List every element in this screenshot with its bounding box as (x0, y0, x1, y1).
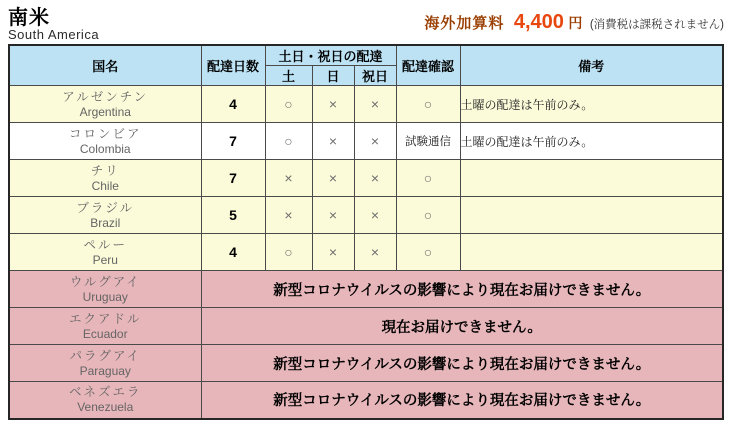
table-row-argentina (9, 86, 723, 123)
header-saturday: 土 (265, 66, 312, 86)
header-confirmation: 配達確認 (396, 45, 460, 86)
table-row-brazil (9, 197, 723, 234)
country-cell (9, 271, 201, 308)
fee-label: 海外加算料 (424, 15, 505, 32)
country-name-ja: ウルグアイ (69, 274, 141, 289)
table-row-chile (9, 160, 723, 197)
sunday-cell: × (312, 86, 354, 123)
header-country: 国名 (9, 45, 201, 86)
saturday-cell: ○ (265, 123, 312, 160)
table-row-paraguay (9, 345, 723, 382)
remarks-cell (460, 234, 723, 271)
remarks-cell: 土曜の配達は午前のみ。 (460, 123, 723, 160)
delivery-days-cell: 7 (201, 160, 265, 197)
header-weekend-group: 土日・祝日の配達 (265, 45, 396, 66)
country-cell (9, 382, 201, 419)
country-cell (9, 160, 201, 197)
holiday-cell: × (354, 160, 396, 197)
country-name-ja: ペルー (83, 237, 127, 252)
country-cell (9, 345, 201, 382)
saturday-cell: × (265, 160, 312, 197)
holiday-cell: × (354, 86, 396, 123)
country-cell (9, 123, 201, 160)
delivery-days-cell: 7 (201, 123, 265, 160)
holiday-cell: × (354, 197, 396, 234)
page-header (0, 0, 730, 44)
sunday-cell: × (312, 123, 354, 160)
remarks-cell (460, 197, 723, 234)
confirmation-cell: 試験通信 (396, 123, 460, 160)
country-name-ja: パラグアイ (69, 348, 141, 363)
page-subtitle: South America (8, 27, 100, 42)
country-name-en: Argentina (79, 104, 131, 119)
saturday-cell: ○ (265, 86, 312, 123)
header-remarks: 備考 (460, 45, 723, 86)
unavailable-message: 新型コロナウイルスの影響により現在お届けできません。 (201, 345, 723, 382)
saturday-cell: ○ (265, 234, 312, 271)
holiday-cell: × (354, 234, 396, 271)
unavailable-message: 新型コロナウイルスの影響により現在お届けできません。 (201, 271, 723, 308)
confirmation-cell: ○ (396, 86, 460, 123)
table-row-venezuela (9, 382, 723, 419)
sunday-cell: × (312, 160, 354, 197)
confirmation-cell: ○ (396, 234, 460, 271)
holiday-cell: × (354, 123, 396, 160)
country-name-en: Venezuela (77, 400, 134, 415)
country-name-ja: チリ (90, 163, 120, 178)
header-delivery-days: 配達日数 (201, 45, 265, 86)
fee-tax-note: (消費税は課税されません) (589, 19, 724, 31)
header-sunday: 日 (312, 66, 354, 86)
country-name-en: Uruguay (82, 289, 128, 304)
country-cell (9, 234, 201, 271)
header-holiday: 祝日 (354, 66, 396, 86)
country-cell (9, 308, 201, 345)
table-header (9, 45, 723, 86)
remarks-cell: 土曜の配達は午前のみ。 (460, 86, 723, 123)
country-name-ja: エクアドル (68, 311, 142, 326)
unavailable-message: 現在お届けできません。 (201, 308, 723, 345)
country-name-en: Ecuador (82, 326, 128, 341)
country-cell (9, 197, 201, 234)
country-name-en: Brazil (90, 215, 121, 230)
country-name-ja: ブラジル (76, 200, 135, 215)
delivery-days-cell: 4 (201, 86, 265, 123)
table-row-colombia (9, 123, 723, 160)
table-row-ecuador (9, 308, 723, 345)
country-name-en: Peru (92, 252, 118, 267)
country-name-en: Paraguay (79, 363, 131, 378)
unavailable-message: 新型コロナウイルスの影響により現在お届けできません。 (201, 382, 723, 419)
country-name-ja: ベネズエラ (68, 385, 142, 400)
country-cell (9, 86, 201, 123)
delivery-days-cell: 5 (201, 197, 265, 234)
table-row-peru (9, 234, 723, 271)
country-name-ja: アルゼンチン (62, 89, 149, 104)
fee-amount: 4,400 (513, 11, 564, 33)
remarks-cell (460, 160, 723, 197)
table-row-uruguay (9, 271, 723, 308)
country-name-en: Chile (91, 178, 119, 193)
fee-unit: 円 (568, 15, 583, 31)
country-name-en: Colombia (79, 141, 131, 156)
overseas-fee-line (424, 11, 724, 36)
page-title: 南米 (8, 7, 50, 29)
confirmation-cell: ○ (396, 197, 460, 234)
country-name-ja: コロンビア (68, 126, 142, 141)
delivery-days-cell: 4 (201, 234, 265, 271)
confirmation-cell: ○ (396, 160, 460, 197)
delivery-table (8, 44, 724, 420)
saturday-cell: × (265, 197, 312, 234)
sunday-cell: × (312, 234, 354, 271)
sunday-cell: × (312, 197, 354, 234)
